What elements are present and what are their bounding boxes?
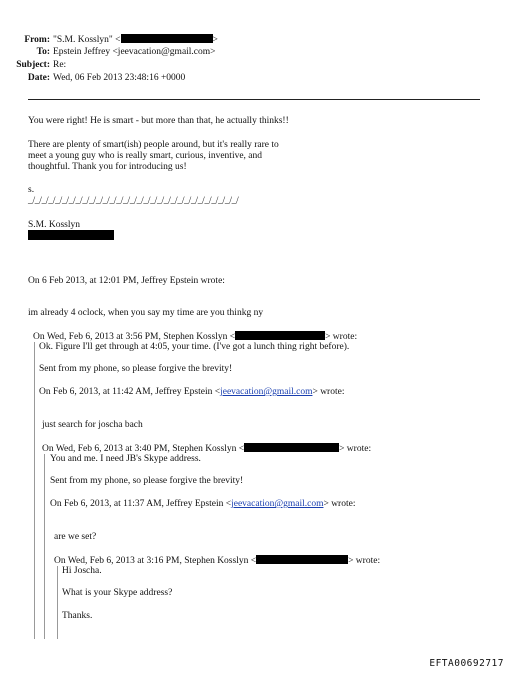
quote-text: Thanks. xyxy=(62,611,93,621)
to-value: Epstein Jeffrey <jeevacation@gmail.com> xyxy=(53,47,216,57)
quote-bar xyxy=(44,454,45,639)
redaction-block xyxy=(121,34,213,43)
quote-text: Sent from my phone, so please forgive the brevity! xyxy=(50,476,244,486)
header-divider xyxy=(28,99,480,100)
signature-initial: s. xyxy=(28,185,35,195)
quote-text: You and me. I need JB's Skype address. xyxy=(50,454,201,464)
quote-text: just search for joscha bach xyxy=(42,420,143,430)
email-link[interactable]: jeevacation@gmail.com xyxy=(220,387,313,397)
quote-header-text: On Wed, Feb 6, 2013 at 3:16 PM, Stephen Kosslyn < xyxy=(54,556,257,566)
redaction-block xyxy=(28,230,114,240)
quote-header: On 6 Feb 2013, at 12:01 PM, Jeffrey Epstein wrote: xyxy=(28,276,225,286)
header-date-row xyxy=(8,73,185,85)
header-subject-row xyxy=(8,60,66,72)
body-para-line: meet a young guy who is really smart, curious, inventive, and xyxy=(28,151,263,161)
document-id: EFTA00692717 xyxy=(429,658,504,670)
quote-text: Hi Joscha. xyxy=(62,566,102,576)
redaction-block xyxy=(256,555,348,564)
quote-header-end: > wrote: xyxy=(325,332,358,342)
header-to-row xyxy=(8,47,216,59)
quote-header-end: > wrote: xyxy=(339,444,372,454)
quote-bar xyxy=(34,342,35,639)
quote-text: im already 4 oclock, when you say my time are you thinkg ny xyxy=(28,308,264,318)
quote-header-end: > wrote: xyxy=(312,387,345,397)
quote-header-end: > wrote: xyxy=(323,499,356,509)
to-label: To: xyxy=(36,47,50,57)
quote-header xyxy=(54,555,380,568)
header-from-row xyxy=(8,34,218,47)
body-para-line: thoughtful. Thank you for introducing us! xyxy=(28,162,187,172)
quote-bar xyxy=(57,566,58,639)
quote-text: What is your Skype address? xyxy=(62,588,173,598)
quote-text: Sent from my phone, so please forgive the brevity! xyxy=(39,364,233,374)
quote-text: Ok. Figure I'll get through at 4:05, your time. (I've got a lunch thing right before). xyxy=(39,342,350,352)
quote-header-text: On Wed, Feb 6, 2013 at 3:40 PM, Stephen Kosslyn < xyxy=(42,444,245,454)
body-line-1: You were right! He is smart - but more than that, he actually thinks!! xyxy=(28,116,289,126)
date-label: Date: xyxy=(27,73,50,83)
from-label: From: xyxy=(24,35,50,45)
signature-slashes: _/_/_/_/_/_/_/_/_/_/_/_/_/_/_/_/_/_/_/_/_/_/_/_/_/_/_/_/_/_/_/ xyxy=(28,196,239,206)
from-end: > xyxy=(212,35,218,45)
subject-value: Re: xyxy=(53,60,67,70)
quote-header-text: On Feb 6, 2013, at 11:42 AM, Jeffrey Epstein < xyxy=(39,387,221,397)
quote-header-text: On Feb 6, 2013, at 11:37 AM, Jeffrey Epstein < xyxy=(50,499,232,509)
from-value: "S.M. Kosslyn" < xyxy=(53,35,121,45)
signature-name: S.M. Kosslyn xyxy=(28,220,80,230)
date-value: Wed, 06 Feb 2013 23:48:16 +0000 xyxy=(53,73,186,83)
redaction-block xyxy=(244,443,339,452)
quote-header-text: On Wed, Feb 6, 2013 at 3:56 PM, Stephen Kosslyn < xyxy=(33,332,236,342)
subject-label: Subject: xyxy=(16,60,50,70)
body-para-line: There are plenty of smart(ish) people around, but it's really rare to xyxy=(28,140,279,150)
email-link[interactable]: jeevacation@gmail.com xyxy=(231,499,324,509)
redaction-block xyxy=(235,331,325,340)
quote-text: are we set? xyxy=(54,532,97,542)
quote-header xyxy=(39,387,344,399)
quote-header xyxy=(50,499,355,511)
quote-header-end: > wrote: xyxy=(348,556,381,566)
